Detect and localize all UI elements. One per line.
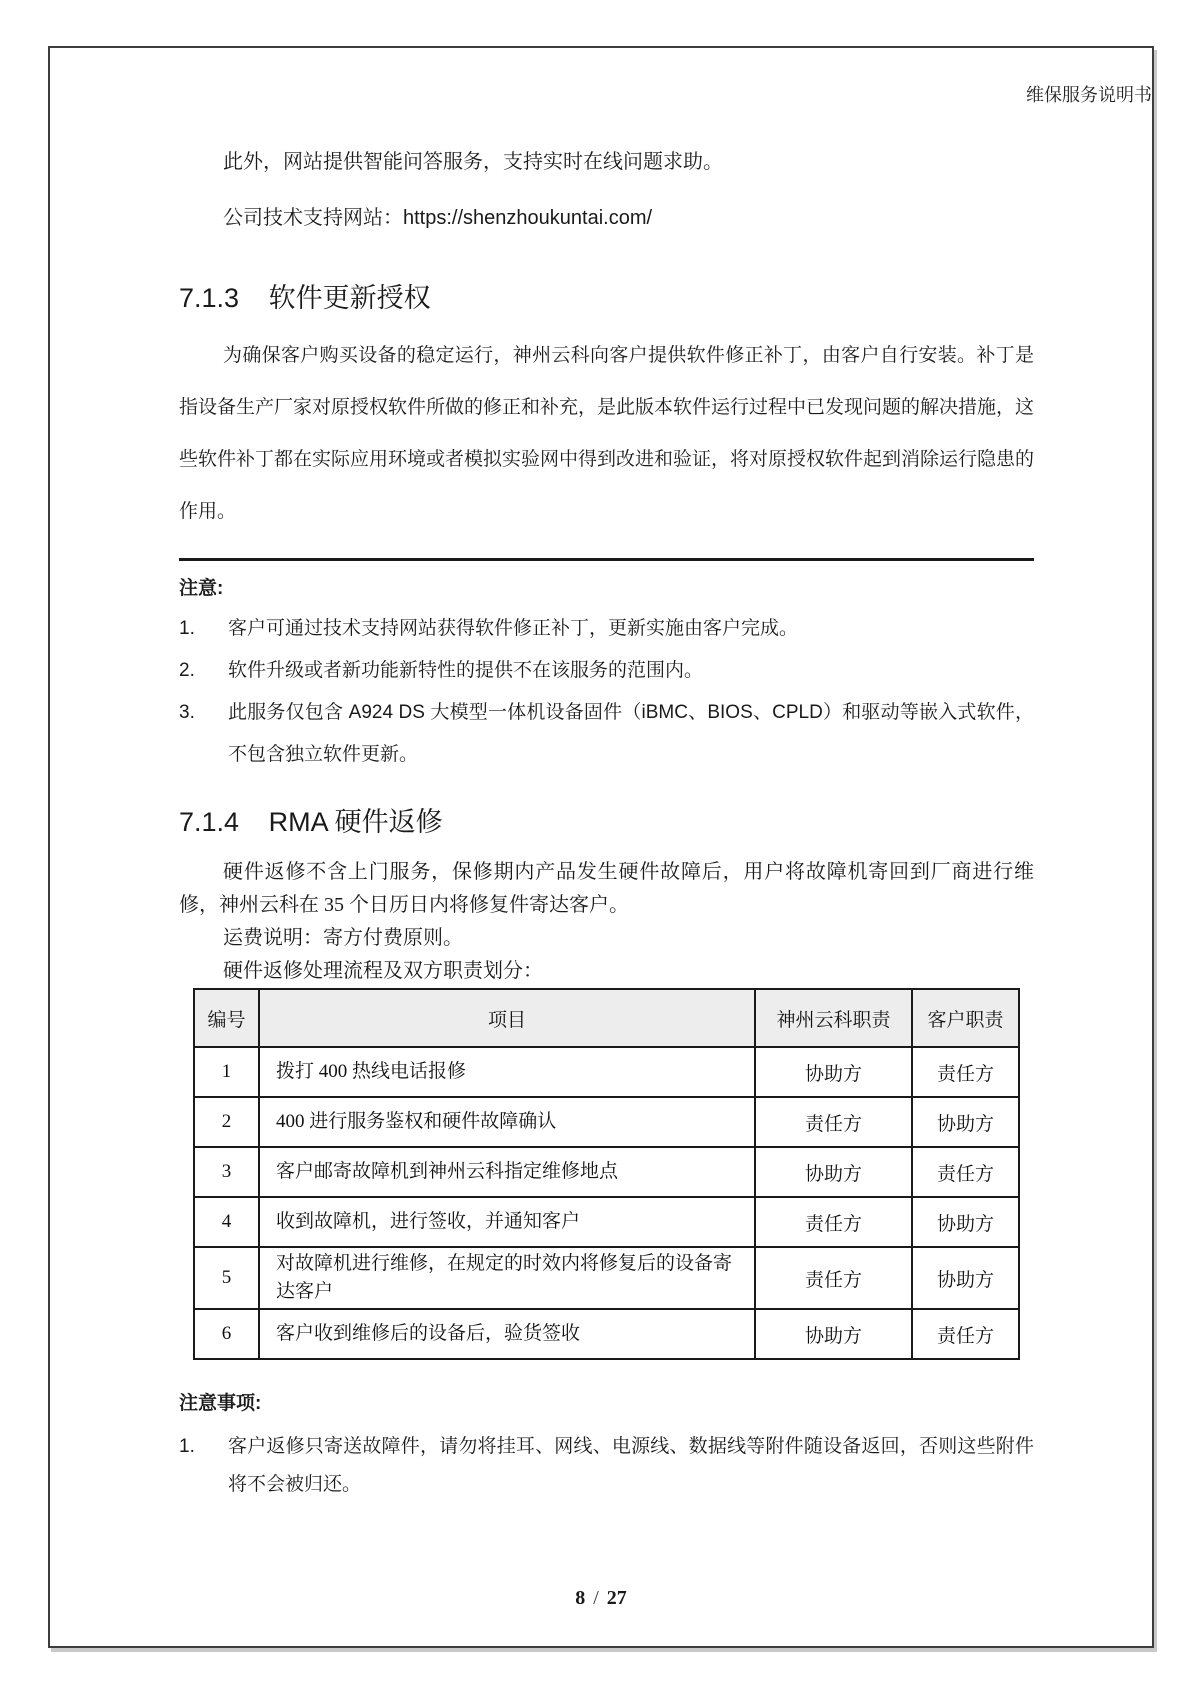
current-page: 8 (575, 1587, 586, 1609)
note-item-number: 3. (179, 702, 195, 723)
note-item-number: 1. (179, 1436, 195, 1457)
section-714-number: 7.1.4 (179, 807, 240, 837)
notice-list-713 (179, 608, 1034, 776)
note-item-number: 1. (179, 618, 195, 639)
table-cell: 协助方 (912, 1097, 1019, 1147)
note-item (179, 1428, 1034, 1504)
notice-list-714 (179, 1428, 1034, 1504)
table-cell: 责任方 (912, 1309, 1019, 1359)
table-cell: 3 (194, 1147, 259, 1197)
section-714-heading (179, 804, 1034, 840)
table-row (194, 1097, 1019, 1147)
note-item-text: 此服务仅包含 A924 DS 大模型一体机设备固件（iBMC、BIOS、CPLD）和驱动等嵌入式软件，不包含独立软件更新。 (228, 702, 1034, 765)
section-713-body: 为确保客户购买设备的稳定运行，神州云科向客户提供软件修正补丁，由客户自行安装。补丁是指设备生产厂家对原授权软件所做的修正和补充，是此版本软件运行过程中已发现问题的解决措施，这些软件补丁都在实际应用环境或者模拟实验网中得到改进和验证，将对原授权软件起到消除运行隐患的作用。 (179, 345, 1035, 522)
rma-process-table (193, 988, 1020, 1360)
table-cell: 责任方 (755, 1197, 912, 1247)
page-content (50, 148, 1152, 1504)
note-item-text: 客户可通过技术支持网站获得软件修正补丁，更新实施由客户完成。 (228, 618, 799, 639)
table-cell: 5 (194, 1247, 259, 1309)
table-cell: 拨打 400 热线电话报修 (259, 1047, 755, 1097)
intro-paragraph-1: 此外，网站提供智能问答服务，支持实时在线问题求助。 (223, 151, 723, 173)
table-cell: 责任方 (912, 1047, 1019, 1097)
section-713-title: 软件更新授权 (268, 283, 431, 313)
notice-label-714: 注意事项: (179, 1393, 262, 1414)
section-713-heading (179, 280, 1034, 316)
table-row (194, 1147, 1019, 1197)
table-cell: 协助方 (912, 1197, 1019, 1247)
note-item-text: 软件升级或者新功能新特性的提供不在该服务的范围内。 (228, 660, 704, 681)
table-cell: 对故障机进行维修，在规定的时效内将修复后的设备寄达客户 (259, 1247, 755, 1309)
table-cell: 责任方 (912, 1147, 1019, 1197)
table-cell: 2 (194, 1097, 259, 1147)
table-cell: 协助方 (912, 1247, 1019, 1309)
table-cell: 客户邮寄故障机到神州云科指定维修地点 (259, 1147, 755, 1197)
note-item (179, 608, 1034, 650)
table-header-cell: 神州云科职责 (755, 989, 912, 1047)
table-cell: 责任方 (755, 1097, 912, 1147)
table-header-row (194, 989, 1019, 1047)
page-sheet (48, 46, 1154, 1648)
table-cell: 400 进行服务鉴权和硬件故障确认 (259, 1097, 755, 1147)
table-header-cell: 客户职责 (912, 989, 1019, 1047)
table-row (194, 1197, 1019, 1247)
intro-paragraph-2: 公司技术支持网站：https://shenzhoukuntai.com/ (223, 207, 653, 229)
note-item-text: 客户返修只寄送故障件，请勿将挂耳、网线、电源线、数据线等附件随设备返回，否则这些附件将不会被归还。 (228, 1436, 1034, 1495)
note-item-number: 2. (179, 660, 195, 681)
table-cell: 客户收到维修后的设备后，验货签收 (259, 1309, 755, 1359)
table-cell: 6 (194, 1309, 259, 1359)
total-pages: 27 (606, 1587, 627, 1609)
rma-table-body (194, 1047, 1019, 1359)
table-cell: 协助方 (755, 1047, 912, 1097)
notice-divider (179, 558, 1034, 561)
section-714-body-2: 运费说明：寄方付费原则。 (223, 927, 463, 949)
table-cell: 1 (194, 1047, 259, 1097)
table-header-cell: 编号 (194, 989, 259, 1047)
page-number (50, 1586, 1152, 1610)
table-row (194, 1047, 1019, 1097)
table-cell: 收到故障机，进行签收，并通知客户 (259, 1197, 755, 1247)
notice-label-713: 注意: (179, 578, 224, 599)
table-cell: 责任方 (755, 1247, 912, 1309)
page-separator: / (593, 1587, 599, 1609)
running-header: 维保服务说明书 (1026, 85, 1152, 105)
table-cell: 协助方 (755, 1147, 912, 1197)
table-cell: 4 (194, 1197, 259, 1247)
note-item (179, 692, 1034, 776)
section-714-body-1: 硬件返修不含上门服务，保修期内产品发生硬件故障后，用户将故障机寄回到厂商进行维修，神州云科在 35 个日历日内将修复件寄达客户。 (179, 861, 1034, 916)
table-cell: 协助方 (755, 1309, 912, 1359)
section-714-body-3: 硬件返修处理流程及双方职责划分： (223, 960, 543, 982)
note-item (179, 650, 1034, 692)
table-row (194, 1309, 1019, 1359)
section-713-number: 7.1.3 (179, 283, 240, 313)
table-row (194, 1247, 1019, 1309)
section-714-title: RMA 硬件返修 (268, 807, 443, 837)
table-header-cell: 项目 (259, 989, 755, 1047)
